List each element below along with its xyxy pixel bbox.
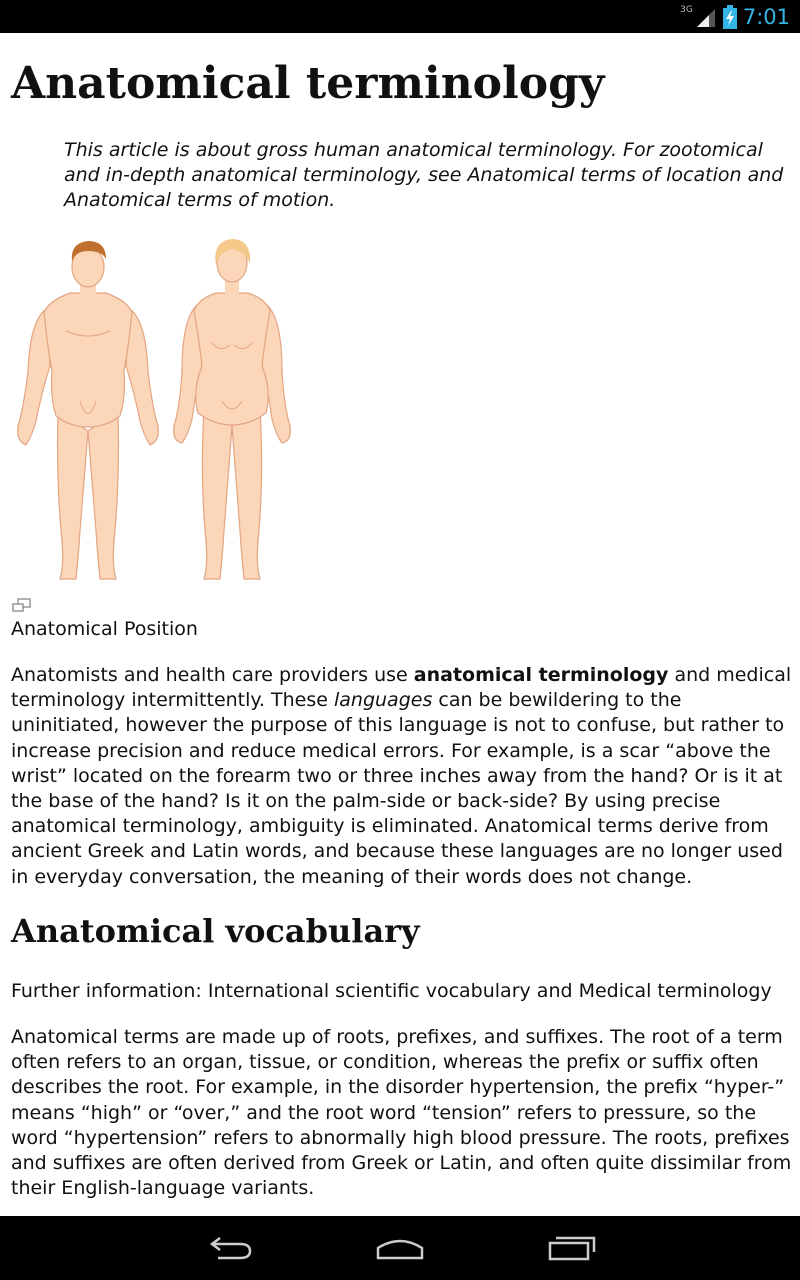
further-label: Further information: [11,980,208,1002]
intro-paragraph [11,663,795,890]
battery-charging-icon [723,5,737,29]
link-medical-terminology[interactable]: Medical terminology [578,980,772,1002]
intro-text: Anatomists and health care providers use [11,664,414,686]
hatnote-text: and [741,164,784,186]
bold-term: anatomical terminology [413,664,669,686]
enlarge-icon[interactable] [12,598,32,612]
italic-term: languages [333,689,433,712]
link-international-scientific-vocabulary[interactable]: International scientific vocabulary [207,980,531,1002]
home-icon[interactable] [370,1232,430,1264]
recent-apps-icon[interactable] [542,1232,602,1264]
hatnote-text: This article is about gross human anatomical terminology. For zootomical and in-depth anatomical terminology, see [64,139,763,186]
article-content[interactable] [0,33,800,1216]
clock: 7:01 [742,5,790,29]
page-title: Anatomical terminology [11,58,605,109]
status-icons [680,3,790,31]
further-information [11,979,795,1004]
back-icon[interactable] [200,1232,260,1264]
signal-icon [695,6,717,28]
female-figure [174,244,291,579]
anatomical-position-image[interactable] [10,231,310,591]
hatnote [64,138,794,213]
further-text: and [530,980,579,1002]
link-anatomical-terms-of-motion[interactable]: Anatomical terms of motion [64,189,330,211]
intro-text: and medical terminology intermittently. These [11,664,792,712]
network-type-label: 3G [680,5,693,15]
intro-text: can be bewildering to the uninitiated, however the purpose of this language is not to confuse, but rather to increase precision and reduce medical errors. For example, is a scar “above the wrist” located on the forearm two or three inches away from the hand? Or is it at the base of the hand? Is it on the palm-side or back-side? By using precise anatomical terminology, ambiguity is eliminated. Anatomical terms derive from ancient Greek and Latin words, and because these languages are no longer used in everyday conversation, the meaning of their words does not change. [11,689,785,888]
section-title: Anatomical vocabulary [11,912,420,950]
status-bar [0,0,800,33]
figure-caption: Anatomical Position [11,618,198,640]
link-anatomical-terms-of-location[interactable]: Anatomical terms of location [467,164,742,186]
hatnote-text: . [329,189,336,211]
section-paragraph: Anatomical terms are made up of roots, prefixes, and suffixes. The root of a term often refers to an organ, tissue, or condition, whereas the prefix or suffix often describes the root. For example, in the disorder hypertension, the prefix “hyper-” means “high” or “over,” and the root word “tension” refers to pressure, so the word “hypertension” refers to abnormally high blood pressure. The roots, prefixes and suffixes are often derived from Greek or Latin, and often quite dissimilar from their English-language variants. [11,1026,792,1200]
navigation-bar [0,1216,800,1280]
